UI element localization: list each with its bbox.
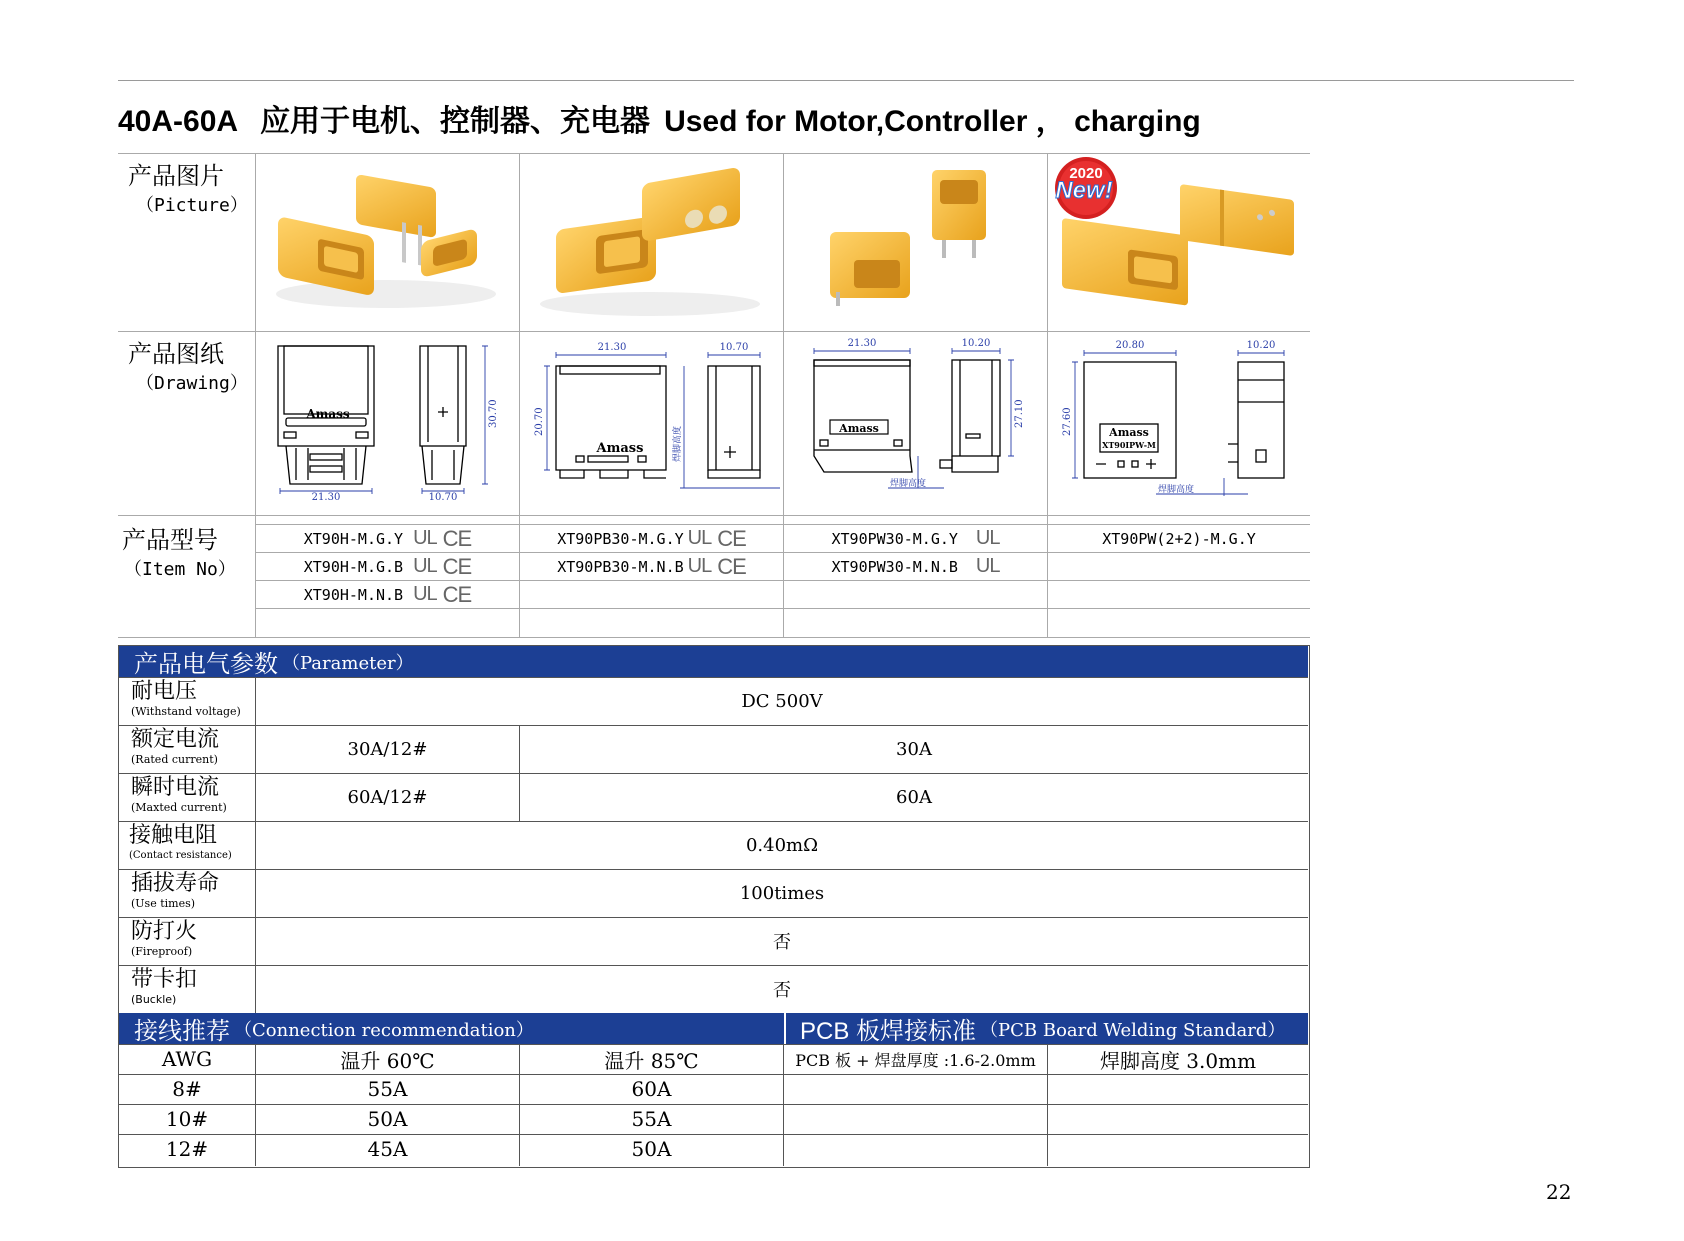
item-label-cn: 产品型号 <box>122 526 218 554</box>
item-code: XT90PB30-M.G.Y <box>557 529 684 548</box>
product-photo-3 <box>784 154 1047 331</box>
item-code: XT90PW30-M.G.Y <box>831 529 958 548</box>
drawing-4-model: XT90IPW-M <box>1102 440 1156 450</box>
item-number <box>256 581 519 608</box>
ce-mark: CE <box>442 581 472 607</box>
item-number <box>520 553 783 580</box>
ce-mark: CE <box>442 553 472 579</box>
parameter-header <box>119 646 1308 677</box>
connection-header-en: （Connection recommendation） <box>234 1019 534 1041</box>
drawing-3-note: 焊脚高度 <box>890 479 927 489</box>
ul-mark: UL <box>975 527 1000 549</box>
title-range: 40A-60A <box>118 105 239 138</box>
param-value: 30A <box>896 738 932 760</box>
drawing-1-height: 30.70 <box>488 399 499 428</box>
drawing-4-depth: 10.20 <box>1246 340 1276 351</box>
product-photo-2 <box>520 154 783 331</box>
product-table <box>118 153 1310 638</box>
ce-mark: CE <box>717 525 746 551</box>
item-number <box>520 525 783 552</box>
ul-mark: UL <box>413 583 437 605</box>
product-photo-4 <box>1048 154 1310 331</box>
drawing-3 <box>784 332 1047 515</box>
product-photo-1 <box>256 154 519 331</box>
param-label-en: (Fireproof) <box>131 945 193 958</box>
item-code: XT90H-M.G.Y <box>303 529 404 548</box>
col-header-60c: 温升 60℃ <box>340 1048 435 1073</box>
parameter-table <box>118 645 1310 1168</box>
param-value: 否 <box>773 932 791 953</box>
parameter-header-en: （Parameter） <box>282 652 414 674</box>
ce-mark: CE <box>442 525 472 551</box>
parameter-header-cn: 产品电气参数 <box>134 650 278 678</box>
item-code: XT90PB30-M.N.B <box>557 557 684 576</box>
item-code: XT90H-M.N.B <box>303 585 404 604</box>
cell-awg: 8# <box>172 1077 202 1101</box>
ul-ce-mark <box>413 582 471 608</box>
param-label-cn: 接触电阻 <box>129 823 218 848</box>
pcb-header <box>785 1013 1308 1044</box>
col-header-85c: 温升 85℃ <box>604 1048 699 1073</box>
title-en: Used for Motor,Controller ， charging <box>664 105 1201 138</box>
param-label <box>119 821 255 869</box>
table-rule <box>118 637 1310 638</box>
drawing-1-brand: Amass <box>306 407 350 421</box>
ul-mark: UL <box>687 527 712 549</box>
cell-60c: 50A <box>367 1107 408 1131</box>
drawing-4-height: 27.60 <box>1062 407 1073 436</box>
page-number: 22 <box>1546 1180 1572 1204</box>
drawing-4-note: 焊脚高度 <box>1158 485 1195 495</box>
param-value: 60A <box>896 786 932 808</box>
ul-ce-mark <box>413 526 471 552</box>
ce-mark: CE <box>717 553 746 579</box>
param-label-en: (Maxted current) <box>131 801 227 814</box>
cell-85c: 60A <box>631 1077 672 1101</box>
top-rule <box>118 80 1574 81</box>
drawing-2 <box>520 332 783 515</box>
drawing-4-width: 20.80 <box>1115 340 1145 351</box>
item-code: XT90PW(2+2)-M.G.Y <box>1102 529 1256 548</box>
ul-mark-box <box>976 527 1000 550</box>
param-label <box>119 917 255 965</box>
param-label-en: (Buckle) <box>131 993 177 1006</box>
ul-ce-mark <box>413 554 471 580</box>
drawing-label <box>128 339 248 399</box>
picture-label-en: （Picture） <box>136 195 248 216</box>
param-value: 60A/12# <box>347 786 428 808</box>
param-value: 30A/12# <box>347 738 428 760</box>
item-number <box>784 525 1047 552</box>
item-number <box>1048 525 1310 552</box>
item-number <box>256 525 519 552</box>
item-number <box>784 553 1047 580</box>
cell-awg: 12# <box>165 1137 209 1161</box>
param-value: 否 <box>773 980 791 1001</box>
drawing-2-depth: 10.70 <box>719 342 749 353</box>
drawing-1 <box>256 332 519 515</box>
drawing-1-depth: 10.70 <box>428 492 458 503</box>
drawing-4-brand: Amass <box>1109 426 1149 439</box>
param-label-cn: 耐电压 <box>131 679 198 704</box>
param-label-cn: 瞬时电流 <box>131 775 220 800</box>
drawing-label-en: （Drawing） <box>136 373 248 394</box>
pcb-header-en: （PCB Board Welding Standard） <box>980 1019 1286 1041</box>
param-label-en: (Rated current) <box>131 753 218 766</box>
col-header-awg: AWG <box>161 1047 213 1071</box>
col-header-pcb-thickness: PCB 板 + 焊盘厚度 :1.6-2.0mm <box>795 1050 1036 1070</box>
connection-header-cn: 接线推荐 <box>134 1017 230 1045</box>
ul-mark: UL <box>413 555 437 577</box>
ul-mark: UL <box>687 555 712 577</box>
param-label-cn: 额定电流 <box>131 727 220 752</box>
ul-mark: UL <box>413 527 437 549</box>
cell-60c: 55A <box>367 1077 408 1101</box>
param-label <box>119 725 255 773</box>
connection-header <box>119 1013 784 1044</box>
param-value: DC 500V <box>741 690 823 712</box>
item-label-en: （Item No） <box>124 559 236 580</box>
badge-text: New! <box>1055 177 1113 204</box>
col-header-pin-height: 焊脚高度 3.0mm <box>1099 1048 1257 1073</box>
param-label <box>119 965 255 1013</box>
pcb-header-cn: PCB 板焊接标准 <box>800 1018 977 1045</box>
ul-ce-mark <box>688 526 746 552</box>
picture-label-cn: 产品图片 <box>128 162 224 190</box>
cell-85c: 55A <box>631 1107 672 1131</box>
param-label-en: (Withstand voltage) <box>131 705 241 718</box>
param-label-en: (Use times) <box>131 897 196 910</box>
item-code: XT90H-M.G.B <box>303 557 404 576</box>
param-label <box>119 677 255 725</box>
param-label <box>119 773 255 821</box>
drawing-4 <box>1048 332 1310 515</box>
item-number <box>256 553 519 580</box>
table-rule <box>118 515 1310 516</box>
badge-year: 2020 <box>1069 165 1103 182</box>
drawing-3-width: 21.30 <box>847 338 877 349</box>
item-code: XT90PW30-M.N.B <box>831 557 958 576</box>
param-label-cn: 带卡扣 <box>131 967 198 992</box>
drawing-2-height: 20.70 <box>534 407 545 436</box>
drawing-3-brand: Amass <box>839 422 879 435</box>
drawing-3-depth: 10.20 <box>961 338 991 349</box>
param-value: 100times <box>739 882 825 904</box>
drawing-label-cn: 产品图纸 <box>128 340 224 368</box>
ul-ce-mark <box>688 554 746 580</box>
title-cn: 应用于电机、控制器、充电器 <box>260 105 651 138</box>
param-label-en: (Contact resistance) <box>129 850 232 861</box>
picture-label <box>128 161 248 221</box>
param-label-cn: 插拔寿命 <box>131 871 220 896</box>
cell-awg: 10# <box>165 1107 209 1131</box>
page-title <box>118 96 1201 140</box>
drawing-1-width: 21.30 <box>311 492 341 503</box>
drawing-2-note: 焊脚高度 <box>673 425 683 462</box>
drawing-3-height: 27.10 <box>1014 399 1025 428</box>
param-value: 0.40mΩ <box>745 834 819 856</box>
item-label <box>122 525 236 585</box>
cell-85c: 50A <box>631 1137 672 1161</box>
drawing-2-width: 21.30 <box>597 342 627 353</box>
cell-60c: 45A <box>367 1137 408 1161</box>
ul-mark: UL <box>975 555 1000 577</box>
ul-mark-box <box>976 555 1000 578</box>
param-label <box>119 869 255 917</box>
param-label-cn: 防打火 <box>131 919 198 944</box>
drawing-2-brand: Amass <box>596 441 644 456</box>
